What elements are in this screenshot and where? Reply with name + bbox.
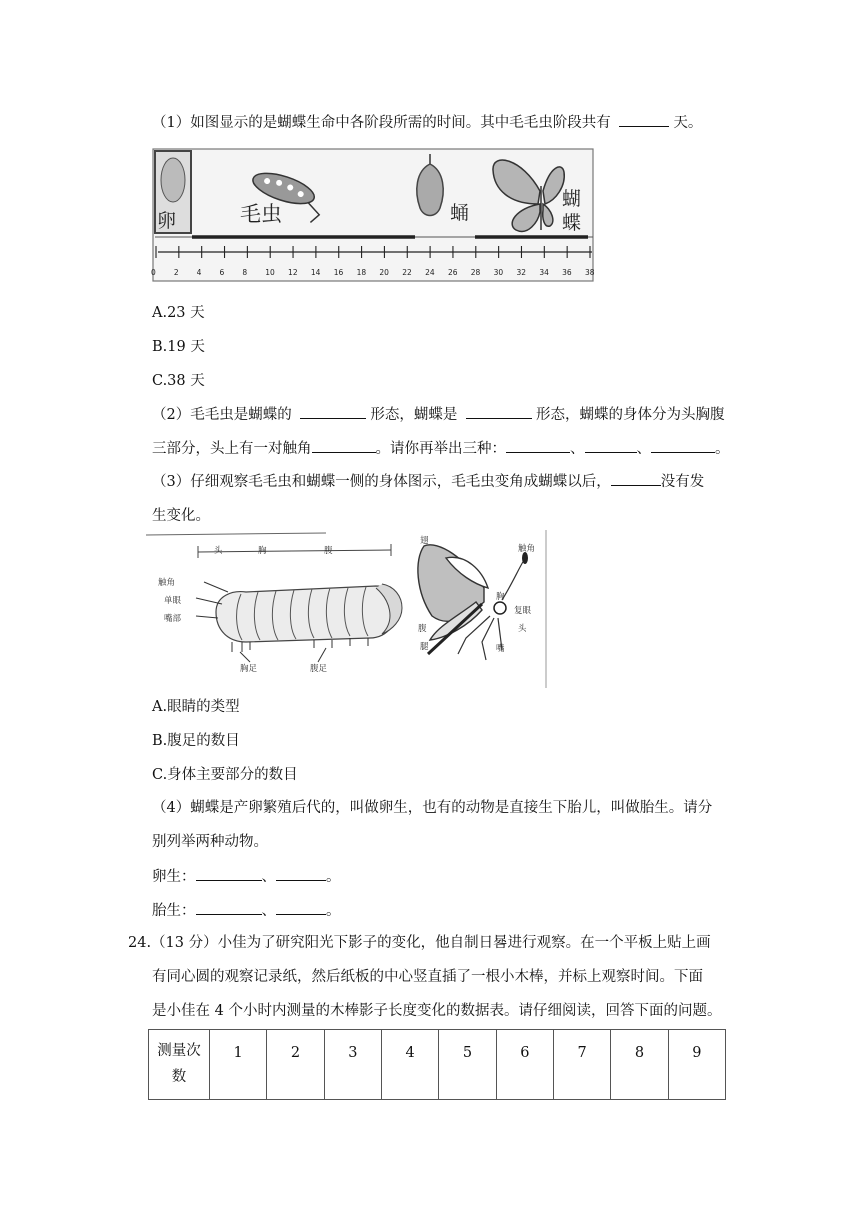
timeline-tick-label: 16 [333, 268, 344, 277]
q1-prompt-line [152, 112, 702, 133]
table-cell-5: 5 [439, 1030, 496, 1100]
table-header-line-2: 数 [171, 1069, 187, 1085]
q24-line-1: 24.（13 分）小佳为了研究阳光下影子的变化，他自制日晷进行观察。在一个平板上贴上画 [128, 935, 711, 951]
q3-option-b[interactable]: B.腹足的数目 [152, 733, 240, 749]
q4-oviparous-label: 卵生： [152, 869, 196, 885]
butterfly-label-2: 蝶 [562, 212, 582, 234]
q3-blank[interactable] [611, 471, 661, 486]
timeline-tick-label: 20 [379, 268, 389, 277]
table-cell-6: 6 [496, 1030, 553, 1100]
q4-oviparous-line [152, 866, 341, 887]
timeline-tick-label: 18 [356, 268, 367, 277]
q2-blank-4[interactable] [506, 438, 570, 453]
q1-suffix: 天。 [673, 115, 703, 131]
pupa-label: 蛹 [450, 202, 470, 224]
q24-line-2: 有同心圆的观察记录纸，然后纸板的中心竖直插了一根小木棒，并标上观察时间。下面 [152, 969, 703, 985]
q3-line-2: 生变化。 [152, 508, 210, 524]
timeline-tick-label: 22 [402, 268, 412, 277]
bf-abdomen-label: 腹 [418, 624, 427, 634]
cat-abdomen-label: 腹 [324, 546, 333, 556]
table-header-cell [149, 1030, 210, 1100]
timeline-tick-label: 14 [310, 268, 321, 277]
life-cycle-illustration [150, 146, 600, 288]
bf-compound-eye-label: 复眼 [514, 606, 532, 616]
timeline-tick-label: 0 [151, 268, 156, 277]
measurement-table [148, 1029, 726, 1100]
q3-option-a[interactable]: A.眼睛的类型 [152, 699, 240, 715]
q2-blank-2[interactable] [466, 404, 532, 419]
q2-blank-1[interactable] [300, 404, 366, 419]
q3-line-1 [152, 471, 704, 492]
timeline-tick-label: 8 [242, 268, 248, 277]
timeline-tick-label: 24 [425, 268, 435, 277]
timeline-tick-label: 12 [288, 268, 298, 277]
q2-line-1 [152, 404, 724, 425]
table-cell-4: 4 [381, 1030, 438, 1100]
q2-text-c: 形态，蝴蝶的身体分为头胸腹 [535, 407, 725, 423]
q4-viviparous-line [152, 900, 341, 921]
timeline-tick-label: 28 [470, 268, 481, 277]
table-cell-1: 1 [210, 1030, 267, 1100]
cat-legs-label: 胸足 [240, 664, 258, 674]
table-row [149, 1030, 726, 1100]
q2-blank-5[interactable] [585, 438, 637, 453]
timeline-tick-label: 32 [516, 268, 527, 277]
timeline-tick-label: 2 [173, 268, 179, 277]
q2-text-a: （2）毛毛虫是蝴蝶的 [152, 407, 292, 423]
life-cycle-figure [150, 146, 600, 288]
timeline-tick-label: 6 [219, 268, 225, 277]
q3-text: （3）仔细观察毛毛虫和蝴蝶一侧的身体图示，毛毛虫变角成蝴蝶以后， [152, 474, 611, 490]
q4-sep-1: 、 [261, 869, 276, 885]
q2-blank-3[interactable] [312, 438, 376, 453]
q3-option-c[interactable]: C.身体主要部分的数目 [152, 767, 298, 783]
timeline-tick-label: 10 [265, 268, 275, 277]
bf-leg-label: 腿 [420, 642, 429, 652]
butterfly-label-1: 蝴 [562, 188, 582, 210]
bf-chest-label: 胸 [496, 592, 505, 602]
bf-mouth-label: 嘴 [496, 644, 505, 654]
cat-eye-label: 单眼 [164, 596, 182, 606]
q3-text-end: 没有发 [660, 474, 705, 490]
bf-antenna-label: 触角 [518, 544, 536, 554]
cat-head-label: 头 [214, 546, 223, 556]
q4-viviparous-label: 胎生： [152, 903, 196, 919]
cat-thorax-label: 胸 [258, 546, 267, 556]
q1-prompt: （1）如图显示的是蝴蝶生命中各阶段所需的时间。其中毛毛虫阶段共有 [152, 115, 611, 131]
q4-line-2: 别列举两种动物。 [152, 834, 268, 850]
q4-sep-2: 、 [261, 903, 276, 919]
q4-viviparous-blank-1[interactable] [196, 900, 262, 915]
table-cell-3: 3 [324, 1030, 381, 1100]
anatomy-figure [146, 530, 552, 690]
q4-end-2: 。 [326, 903, 341, 919]
q2-sep-1: 、 [570, 441, 585, 457]
q4-oviparous-blank-1[interactable] [196, 866, 262, 881]
bf-wing-label: 翅 [420, 536, 429, 546]
q2-line-2 [152, 438, 730, 459]
timeline-tick-label: 38 [585, 268, 595, 277]
q2-end: 。 [715, 441, 730, 457]
q2-blank-6[interactable] [651, 438, 715, 453]
cat-antenna-label: 触角 [158, 578, 176, 588]
table-header-line-1: 测量次 [157, 1043, 201, 1059]
bf-head-label: 头 [518, 624, 527, 634]
q1-option-c[interactable]: C.38 天 [152, 373, 205, 389]
q2-text-e: 。请你再举出三种： [375, 441, 506, 457]
timeline-tick-label: 36 [562, 268, 572, 277]
timeline-tick-label: 34 [539, 268, 549, 277]
q1-answer-blank[interactable] [619, 112, 669, 127]
q4-line-1: （4）蝴蝶是产卵繁殖后代的，叫做卵生，也有的动物是直接生下胎儿，叫做胎生。请分 [152, 800, 713, 816]
q1-option-b[interactable]: B.19 天 [152, 339, 205, 355]
cat-mouth-label: 嘴部 [164, 614, 182, 624]
q24-line-3: 是小佳在 4 个小时内测量的木棒影子长度变化的数据表。请仔细阅读，回答下面的问题。 [152, 1003, 722, 1019]
q2-text-b: 形态，蝴蝶是 [370, 407, 458, 423]
q2-text-d: 三部分，头上有一对触角 [152, 441, 312, 457]
q1-option-a[interactable]: A.23 天 [152, 305, 205, 321]
table-cell-8: 8 [611, 1030, 668, 1100]
table-cell-9: 9 [668, 1030, 725, 1100]
timeline-tick-label: 26 [447, 268, 458, 277]
q2-sep-2: 、 [636, 441, 651, 457]
caterpillar-label: 毛虫 [240, 202, 282, 226]
table-cell-2: 2 [267, 1030, 324, 1100]
egg-label: 卵 [157, 210, 177, 232]
q4-viviparous-blank-2[interactable] [276, 900, 326, 915]
q4-oviparous-blank-2[interactable] [276, 866, 326, 881]
timeline-tick-label: 4 [196, 268, 202, 277]
q4-end-1: 。 [326, 869, 341, 885]
timeline-tick-label: 30 [493, 268, 504, 277]
table-cell-7: 7 [553, 1030, 610, 1100]
cat-prolegs-label: 腹足 [310, 664, 328, 674]
anatomy-illustration [146, 530, 552, 690]
